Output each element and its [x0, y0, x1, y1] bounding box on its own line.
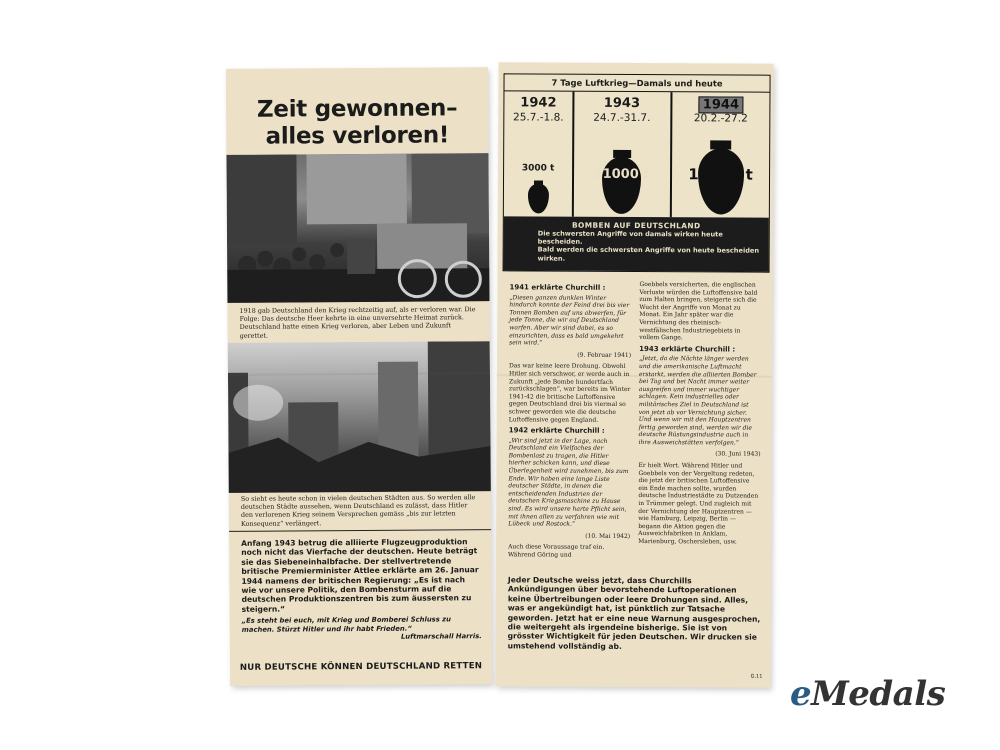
leaflet-headline [234, 95, 480, 151]
year-label: 1943 [603, 95, 641, 112]
left-leaflet [226, 67, 492, 686]
churchill-heading: 1943 erklärte Churchill : [639, 344, 736, 354]
quote-date: (30. Juni 1943) [715, 450, 761, 459]
bomb-fin [710, 140, 731, 149]
tonnage-label: 3000 t [521, 163, 555, 174]
tonnage-label: 15000 t [688, 165, 753, 184]
article-paragraph: Auch diese Voraussage traf ein. Während Göring und [508, 543, 605, 559]
article-paragraph: Er hielt Wort. Während Hitler und Goebbels von der Vergeltung redeten, die jetzt der britischen Luftoffensive ein Ende machen sollte, wurden deutsche Industriestädte zu Dutzenden in Trümmer gelegt. Und zugleich mit der Vernichtung der Hauptzentren — wie Hamburg, Leipzig, Berlin — begann die Aktion gegen die Ausweichfabriken in Anklam, Marienburg, Oschersleben, usw. [638, 462, 759, 546]
quote-date: (9. Februar 1941) [577, 351, 632, 359]
date-range-label: 20.2.-27.2 [693, 112, 748, 125]
quote-text: „Es steht bei euch, mit Krieg und Bomberei Schluss zu machen. Stürzt Hitler und ihr habt Frieden.“ [241, 615, 451, 634]
leaflet-slogan: NUR DEUTSCHE KÖNNEN DEUTSCHLAND RETTEN [239, 661, 483, 673]
date-range-label: 25.7.-1.8. [513, 111, 564, 124]
chart-column-1943 [573, 92, 671, 218]
churchill-quote: „Jetzt, da die Nächte länger werden und die amerikanische Luftmacht erstarkt, werden die alliierten Bomber bei Tag und bei Nacht immer weiter ausgreifen und immer wuchtiger schlagen. Kein industrielles oder militärisches Ziel in Deutschland ist von jetzt ab vor Vernichtung sicher. Und wenn wir mit den Hauptzentren fertig geworden sind, werden wir die deutsche Rüstungsindustrie auch in ihre Ausweichstätten verfolgen.“ [638, 355, 757, 447]
article-paragraph: Goebbels versicherten, die englischen Verluste würden die Luftoffensive bald zum Halten bringen, steigerte sich die Wucht der Angriffe von Monat zu Monat. Ein Jahr später war die Vernichtung des rheinisch-westfälischen Industriegebiets in vollem Gange. [639, 281, 758, 342]
photo-bombed-city [228, 341, 491, 493]
banner-line-1: Die schwersten Angriffe von damals wirken heute bescheiden. [537, 229, 723, 246]
quote-author: Luftmarschall Harris. [400, 632, 482, 641]
chart-title: 7 Tage Luftkrieg—Damals und heute [504, 74, 769, 92]
photo-1918-drawing [226, 153, 489, 303]
quote-date: (10. Mai 1942) [585, 532, 631, 540]
churchill-quote: „Diesen ganzen dunklen Winter hindurch konnte der Feind drei bis vier Tonnen Bomben auf uns abwerfen, für jede Tonne, die wir auf Deutschland warfen. Aber wir sind dabei, es so einzurichten, dass es bald umgekehrt sein wird.“ [509, 293, 630, 347]
page-mark: G.11 [750, 673, 763, 680]
closing-statement: Jeder Deutsche weiss jetzt, dass Churchills Ankündigungen über bevorstehende Luftoperationen keine Übertreibungen oder leere Drohungen sind. Alles, was er angekündigt hat, ist pünktlich zur Tatsache geworden. Jetzt hat er eine neue Warnung ausgesprochen, die weitergeht als irgendeine bisherige. Sie ist von grösster Wichtigkeit für jeden Deutschen. Wir drucken sie umstehend vollständig ab. [507, 575, 761, 651]
headline-line-2: alles verloren! [265, 122, 450, 150]
article-column-right [638, 281, 761, 550]
divider [229, 529, 491, 532]
bomb-fin [533, 180, 542, 184]
article-paragraph: Das war keine leere Drohung. Obwohl Hitler sich verschwor, er werde auch in Zukunft „jede Bombe hundertfach zurückschlagen“, war bereits im Winter 1941-42 die britische Luftoffensive gegen Deutschland drei bis viermal so schwer geworden wie die deutsche Luftoffensive gegen England. [508, 362, 631, 424]
bomb-tonnage-chart [503, 73, 771, 272]
chart-column-1944 [672, 92, 770, 218]
article-column-left [508, 280, 631, 563]
date-range-label: 24.7.-31.7. [593, 111, 651, 125]
tonnage-label: 11000 t [593, 166, 650, 183]
year-label [672, 96, 769, 114]
leaflet-body-text: Anfang 1943 betrug die alliierte Flugzeugproduktion noch nicht das Vierfache der deutschen. Heute beträgt sie das Siebeneinhalbfache. Der stellvertretende britische Premierminister Attlee erklärte am 26. Januar 1944 namens der britischen Regierung: „Es ist nach wie vor unsere Politik, den Bombensturm auf die deutschen Produktionszentren bis zum äussersten zu steigern.“ [241, 537, 479, 614]
banner-title: BOMBEN AUF DEUTSCHLAND [571, 220, 701, 231]
photo-1918-return [226, 153, 489, 303]
logo-e: e [790, 674, 812, 714]
chart-column-1942 [504, 91, 573, 216]
photo-2-caption: So sieht es heute schon in vielen deutschen Städten aus. So werden alle deutschen Städte aussehen, wenn Deutschland es zulässt, dass Hitler den verlorenen Krieg seinem Versprechen gemäss „bis zur letzten Konsequenz“ verlängert. [240, 493, 476, 528]
banner-line-2: Bald werden die schwersten Angriffe von heute bescheiden wirken. [537, 245, 760, 263]
year-label: 1942 [520, 95, 557, 111]
bomb-mark-1942 [527, 183, 548, 213]
bomb-mark-1943 [602, 157, 641, 214]
article-columns [508, 280, 762, 559]
emedals-watermark-logo [790, 674, 945, 714]
chart-banner [504, 216, 769, 271]
photo-ruins-drawing [228, 341, 491, 493]
right-leaflet [495, 62, 773, 687]
logo-medals: Medals [811, 674, 946, 714]
harris-quote [242, 615, 482, 642]
photo-1-caption: 1918 gab Deutschland den Krieg rechtzeitig auf, als er verloren war. Die Folge: Das deutsche Heer kehrte in eine unversehrte Heimat zurück. Deutschland hatte einen Krieg verloren, aber Leben und Zukunft gerettet. [239, 305, 476, 340]
year-1944-box: 1944 [699, 96, 743, 113]
churchill-quote: „Wir sind jetzt in der Lage, nach Deutschland ein Vielfaches der Bombenlast zu tragen, die Hitler hierher schicken kann, und diese Überlegenheit wird zunehmen, bis zum Ende. Wir haben eine lange Liste deutscher Städte, in denen die entscheidenden Industrien der deutschen Kriegsmaschine zu Hause sind. Es wird unsere harte Pflicht sein, mit ihnen allen zu verfahren wie mit Lübeck und Rostock.“ [508, 437, 629, 528]
churchill-heading: 1941 erklärte Churchill : [509, 283, 606, 292]
bomb-fin [613, 150, 631, 158]
headline-line-1: Zeit gewonnen– [256, 95, 458, 123]
churchill-heading: 1942 erklärte Churchill : [508, 426, 605, 435]
